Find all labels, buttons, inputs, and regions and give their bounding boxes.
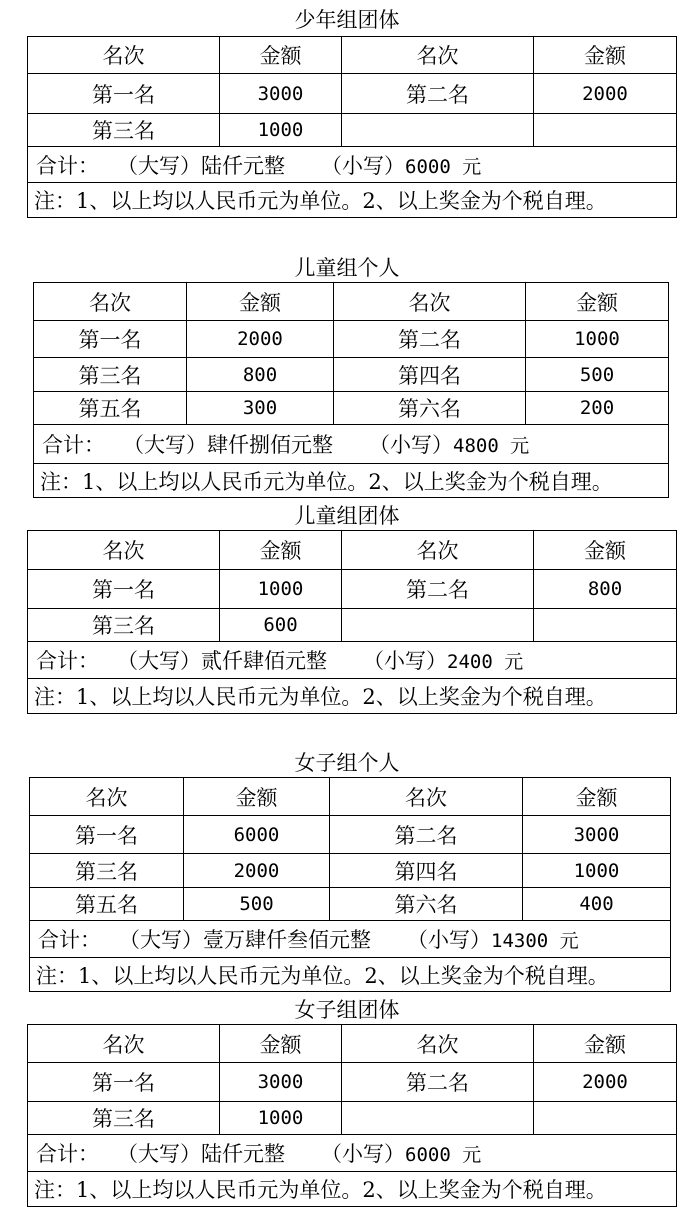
rank-cell: 第二名 — [330, 816, 523, 854]
rank-cell: 第六名 — [330, 888, 523, 921]
section-title: 儿童组团体 — [294, 504, 400, 528]
table-row — [28, 1102, 677, 1135]
prize-table — [27, 36, 677, 218]
capital-value: 肆仟捌佰元整 — [207, 433, 333, 457]
header-cell: 名次 — [342, 1025, 534, 1063]
section-title: 少年组团体 — [294, 8, 400, 32]
table-row — [30, 888, 671, 921]
rank-cell: 第二名 — [342, 1063, 534, 1102]
total-row — [28, 147, 677, 183]
capital-value: 贰仟肆佰元整 — [201, 649, 327, 673]
note-row — [30, 958, 671, 992]
amount-cell: 500 — [184, 888, 330, 921]
total-row — [30, 921, 671, 958]
rank-cell: 第一名 — [34, 321, 187, 358]
rank-cell: 第五名 — [34, 392, 187, 425]
amount-cell: 600 — [220, 609, 342, 642]
header-row — [30, 778, 671, 816]
total-row — [28, 642, 677, 679]
small-value: 4800 元 — [453, 435, 530, 457]
section-women-individual — [0, 745, 694, 995]
rank-cell: 第三名 — [34, 358, 187, 392]
total-label: 合计： — [38, 928, 101, 952]
table-row — [34, 358, 669, 392]
amount-cell — [534, 1102, 677, 1135]
total-cell — [30, 921, 671, 958]
amount-cell: 1000 — [220, 114, 342, 147]
amount-cell: 400 — [523, 888, 671, 921]
header-cell: 金额 — [534, 531, 677, 570]
section-title: 儿童组个人 — [294, 256, 400, 280]
amount-cell: 1000 — [220, 1102, 342, 1135]
note-cell: 注：1、以上均以人民币元为单位。2、以上奖金为个税自理。 — [28, 1172, 677, 1207]
amount-cell: 1000 — [220, 570, 342, 609]
amount-cell: 3000 — [523, 816, 671, 854]
table-row — [28, 609, 677, 642]
small-value: 14300 元 — [491, 930, 579, 952]
header-cell: 名次 — [28, 1025, 220, 1063]
table-row — [28, 1063, 677, 1102]
rank-cell: 第二名 — [342, 74, 534, 114]
capital-label: （大写） — [117, 1142, 201, 1166]
header-cell: 金额 — [534, 1025, 677, 1063]
rank-cell: 第四名 — [330, 854, 523, 888]
capital-label: （大写） — [117, 649, 201, 673]
rank-cell: 第三名 — [28, 114, 220, 147]
header-cell: 金额 — [526, 283, 669, 321]
total-label: 合计： — [36, 649, 99, 673]
header-cell: 金额 — [187, 283, 334, 321]
small-value: 2400 元 — [447, 651, 524, 673]
note-cell: 注：1、以上均以人民币元为单位。2、以上奖金为个税自理。 — [28, 183, 677, 218]
header-cell: 金额 — [534, 37, 677, 74]
amount-cell: 800 — [534, 570, 677, 609]
rank-cell — [342, 114, 534, 147]
header-cell: 名次 — [28, 37, 220, 74]
capital-label: （大写） — [117, 153, 201, 178]
small-value: 6000 元 — [405, 1144, 482, 1166]
header-cell: 名次 — [334, 283, 526, 321]
note-cell: 注：1、以上均以人民币元为单位。2、以上奖金为个税自理。 — [30, 958, 671, 992]
amount-cell: 2000 — [534, 1063, 677, 1102]
amount-cell: 800 — [187, 358, 334, 392]
amount-cell: 3000 — [220, 1063, 342, 1102]
rank-cell: 第三名 — [28, 1102, 220, 1135]
total-row — [34, 425, 669, 464]
table-row — [28, 114, 677, 147]
total-cell — [28, 642, 677, 679]
capital-label: （大写） — [123, 433, 207, 457]
capital-value: 陆仟元整 — [201, 153, 285, 178]
section-children-individual — [0, 250, 694, 500]
prize-table — [33, 282, 669, 498]
total-row — [28, 1135, 677, 1172]
table-row — [30, 854, 671, 888]
rank-cell: 第三名 — [30, 854, 184, 888]
amount-cell — [534, 609, 677, 642]
note-row — [28, 679, 677, 714]
rank-cell: 第一名 — [28, 74, 220, 114]
amount-cell: 2000 — [184, 854, 330, 888]
amount-cell: 300 — [187, 392, 334, 425]
rank-cell: 第二名 — [342, 570, 534, 609]
small-label: （小写） — [407, 928, 491, 952]
rank-cell: 第一名 — [28, 1063, 220, 1102]
header-cell: 金额 — [220, 531, 342, 570]
total-label: 合计： — [42, 433, 105, 457]
amount-cell: 6000 — [184, 816, 330, 854]
note-row — [34, 464, 669, 498]
prize-table — [27, 530, 677, 714]
section-title: 女子组个人 — [294, 751, 400, 775]
note-cell: 注：1、以上均以人民币元为单位。2、以上奖金为个税自理。 — [34, 464, 669, 498]
header-cell: 名次 — [30, 778, 184, 816]
header-cell: 金额 — [184, 778, 330, 816]
rank-cell: 第三名 — [28, 609, 220, 642]
table-row — [28, 570, 677, 609]
header-row — [28, 37, 677, 74]
table-row — [34, 392, 669, 425]
section-women-team — [0, 995, 694, 1226]
amount-cell — [534, 114, 677, 147]
section-title: 女子组团体 — [294, 998, 400, 1022]
header-cell: 名次 — [342, 531, 534, 570]
header-row — [34, 283, 669, 321]
header-cell: 名次 — [34, 283, 187, 321]
header-cell: 金额 — [220, 1025, 342, 1063]
header-cell: 名次 — [28, 531, 220, 570]
header-cell: 金额 — [220, 37, 342, 74]
amount-cell: 2000 — [534, 74, 677, 114]
rank-cell: 第一名 — [28, 570, 220, 609]
section-youth-team — [0, 0, 694, 230]
small-label: （小写） — [321, 1142, 405, 1166]
amount-cell: 1000 — [526, 321, 669, 358]
total-cell — [34, 425, 669, 464]
total-cell — [28, 147, 677, 183]
header-cell: 名次 — [330, 778, 523, 816]
rank-cell — [342, 609, 534, 642]
note-cell: 注：1、以上均以人民币元为单位。2、以上奖金为个税自理。 — [28, 679, 677, 714]
table-row — [28, 74, 677, 114]
note-row — [28, 1172, 677, 1207]
small-value: 6000 元 — [405, 155, 482, 178]
amount-cell: 1000 — [523, 854, 671, 888]
amount-cell: 3000 — [220, 74, 342, 114]
rank-cell: 第四名 — [334, 358, 526, 392]
total-label: 合计： — [36, 1142, 99, 1166]
prize-table — [29, 777, 671, 992]
rank-cell — [342, 1102, 534, 1135]
amount-cell: 500 — [526, 358, 669, 392]
header-row — [28, 531, 677, 570]
amount-cell: 200 — [526, 392, 669, 425]
rank-cell: 第六名 — [334, 392, 526, 425]
total-cell — [28, 1135, 677, 1172]
amount-cell: 2000 — [187, 321, 334, 358]
rank-cell: 第一名 — [30, 816, 184, 854]
capital-value: 壹万肆仟叁佰元整 — [203, 928, 371, 952]
header-cell: 金额 — [523, 778, 671, 816]
rank-cell: 第五名 — [30, 888, 184, 921]
small-label: （小写） — [363, 649, 447, 673]
table-row — [30, 816, 671, 854]
rank-cell: 第二名 — [334, 321, 526, 358]
header-row — [28, 1025, 677, 1063]
small-label: （小写） — [321, 153, 405, 178]
total-label: 合计： — [36, 153, 99, 178]
capital-label: （大写） — [119, 928, 203, 952]
capital-value: 陆仟元整 — [201, 1142, 285, 1166]
header-cell: 名次 — [342, 37, 534, 74]
table-row — [34, 321, 669, 358]
section-children-team — [0, 500, 694, 720]
small-label: （小写） — [369, 433, 453, 457]
prize-table — [27, 1024, 677, 1207]
note-row — [28, 183, 677, 218]
